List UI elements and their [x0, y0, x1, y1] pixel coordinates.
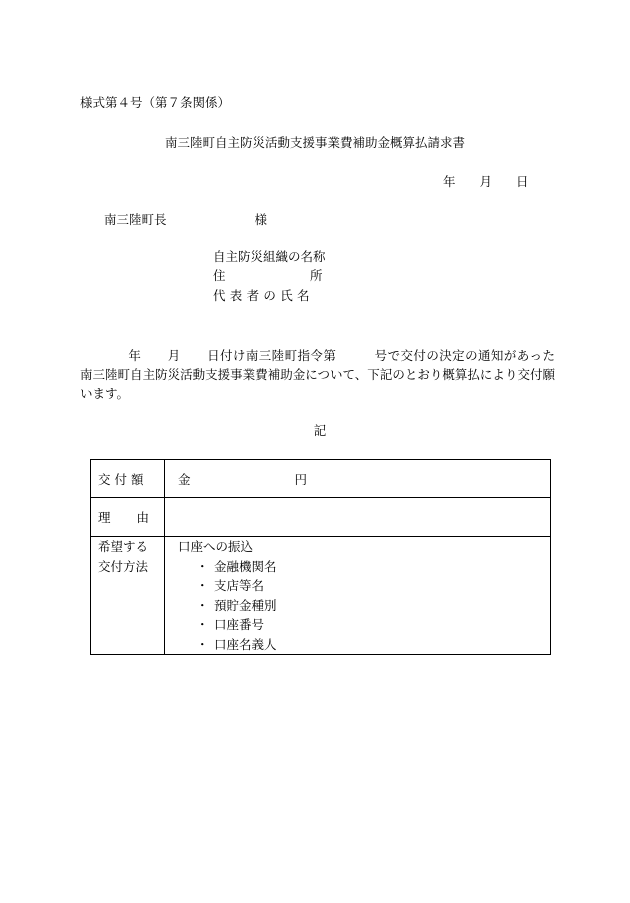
- form-number: 様式第４号（第７条関係）: [80, 95, 231, 110]
- bullet-icon: ・: [196, 578, 209, 593]
- reason-label-b: 由: [136, 510, 150, 525]
- bullet-icon: ・: [196, 558, 209, 574]
- table-row-reason: [91, 498, 551, 537]
- body-month: 月: [167, 348, 181, 363]
- addressee-name: 南三陸町長: [104, 212, 167, 227]
- method-item: [178, 635, 550, 655]
- ki-heading: 記: [313, 423, 327, 438]
- method-item-label: 口座名義人: [214, 636, 277, 652]
- org-name-label: 自主防災組織の名称: [213, 249, 326, 264]
- method-label-line2: 交付方法: [98, 558, 149, 574]
- method-item: [178, 596, 550, 616]
- address-label-a: 住: [213, 268, 226, 283]
- bullet-icon: ・: [196, 636, 209, 652]
- body-directive-ref: 日付け南三陸町指令第: [206, 348, 337, 363]
- reason-value-cell[interactable]: [165, 498, 551, 537]
- amount-value-cell[interactable]: [165, 460, 551, 498]
- method-heading: 口座への振込: [178, 539, 254, 554]
- amount-unit: 円: [294, 471, 308, 487]
- method-item: [178, 576, 550, 596]
- amount-label-cell: [91, 460, 165, 498]
- reason-label-cell: [91, 498, 165, 537]
- body-main-text: 号で交付の決定の通知があった南三陸町自主防災活動支援事業費補助金について、下記のとおり概算払により交付願います。: [80, 348, 555, 401]
- date-month-label: 月: [479, 174, 493, 189]
- method-item-label: 預貯金種別: [214, 597, 277, 613]
- method-label-cell: [91, 537, 165, 655]
- table-row-amount: [91, 460, 551, 498]
- amount-label: 交付額: [98, 471, 148, 487]
- method-item: [178, 557, 550, 577]
- body-year: 年: [128, 348, 142, 363]
- bullet-icon: ・: [196, 617, 209, 632]
- method-label-line1: 希望する: [98, 539, 149, 554]
- addressee: [104, 214, 267, 227]
- reason-label-a: 理: [98, 510, 111, 525]
- bullet-icon: ・: [196, 597, 209, 613]
- date-line: [443, 176, 529, 189]
- date-year-label: 年: [443, 174, 456, 189]
- body-paragraph: [80, 346, 555, 403]
- address-label-b: 所: [310, 268, 323, 283]
- method-item-label: 金融機関名: [214, 558, 277, 574]
- method-item-label: 支店等名: [214, 578, 265, 593]
- table-row-method: [91, 537, 551, 655]
- addressee-honorific: 様: [254, 212, 268, 227]
- representative-label: 代表者の氏名: [213, 288, 314, 303]
- date-day-label: 日: [516, 174, 529, 189]
- method-item-label: 口座番号: [214, 617, 265, 632]
- method-value-cell[interactable]: [165, 537, 551, 655]
- document-title: 南三陸町自主防災活動支援事業費補助金概算払請求書: [164, 135, 465, 150]
- method-item: [178, 615, 550, 635]
- detail-table: [90, 459, 551, 655]
- amount-prefix: 金: [178, 471, 191, 487]
